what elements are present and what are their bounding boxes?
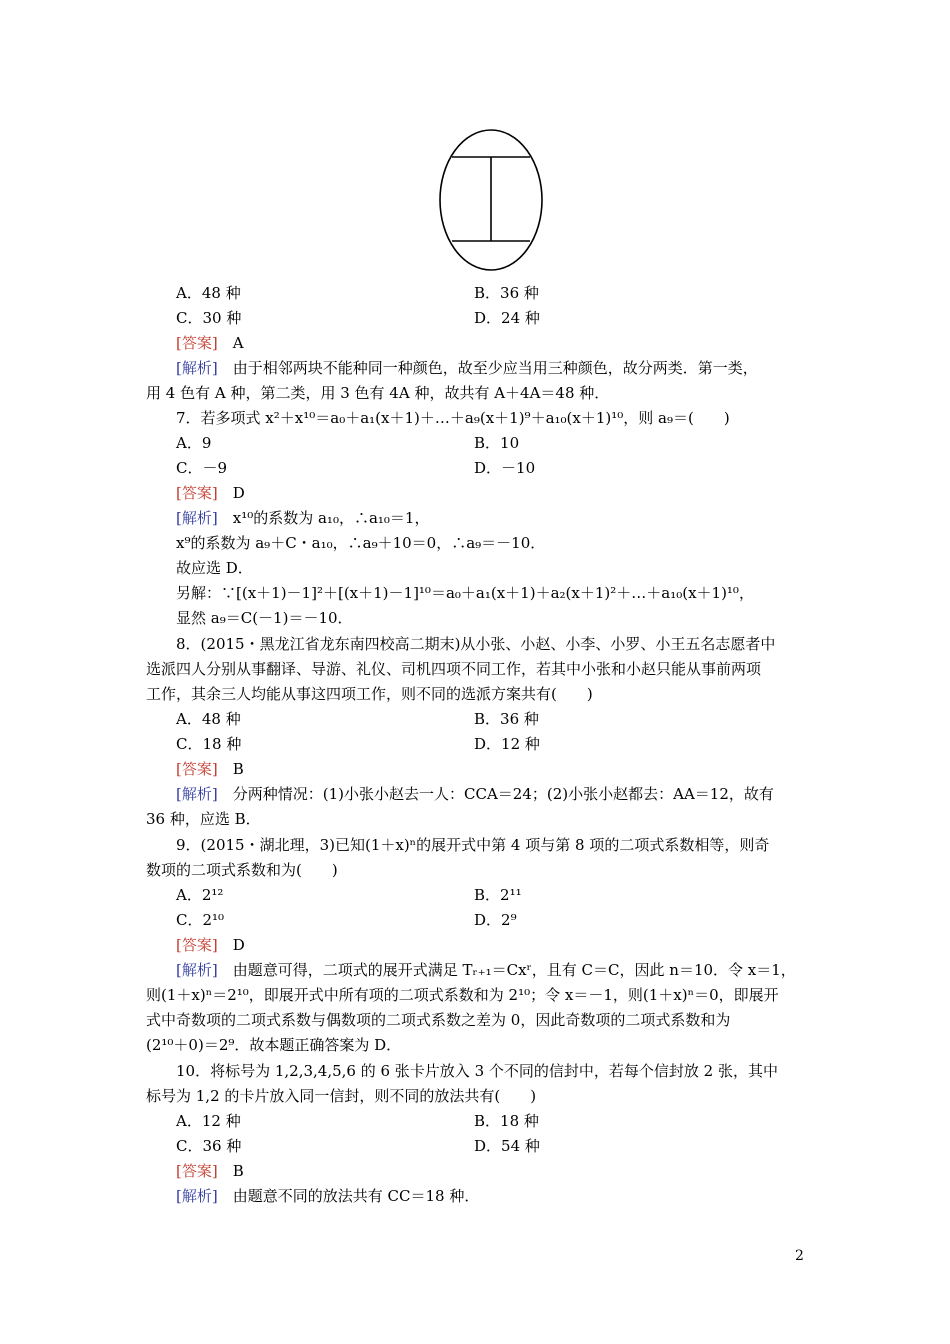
answer-value: D xyxy=(232,484,245,502)
q10-stem-1: 10．将标号为 1,2,3,4,5,6 的 6 张卡片放入 3 个不同的信封中，若每个信封放 2 张，其中 xyxy=(176,1062,778,1080)
q7-answer xyxy=(176,483,245,503)
explanation-text: 分两种情况：(1)小张小赵去一人：CCA＝24；(2)小张小赵都去：AA＝12，故有 xyxy=(232,785,774,803)
ellipse-figure xyxy=(438,128,544,273)
q6-option-b: B．36 种 xyxy=(474,284,539,302)
explanation-text: x¹⁰的系数为 a₁₀，∴a₁₀＝1， xyxy=(232,509,430,527)
q8-option-a: A．48 种 xyxy=(176,710,241,728)
explanation-tag: [解析] xyxy=(176,359,218,377)
answer-tag: [答案] xyxy=(176,334,218,352)
answer-value: B xyxy=(232,760,244,778)
q9-explanation-2: 则(1＋x)ⁿ＝2¹⁰，即展开式中所有项的二项式系数和为 2¹⁰；令 x＝－1，则(1＋x)ⁿ＝0，即展开 xyxy=(146,986,779,1004)
q8-stem-3: 工作，其余三人均能从事这四项工作，则不同的选派方案共有( ) xyxy=(146,685,593,703)
q7-explanation-2: x⁹的系数为 a₉＋C・a₁₀，∴a₉＋10＝0，∴a₉＝－10． xyxy=(176,534,546,552)
q8-stem-1: 8．(2015・黑龙江省龙东南四校高二期末)从小张、小赵、小李、小罗、小王五名志愿者中 xyxy=(176,635,776,653)
explanation-text: 由题意可得，二项式的展开式满足 Tᵣ₊₁＝Cxʳ，且有 C＝C，因此 n＝10．令 x＝1， xyxy=(232,961,796,979)
q8-explanation-1 xyxy=(176,784,774,804)
answer-tag: [答案] xyxy=(176,936,218,954)
explanation-text: 由题意不同的放法共有 CC＝18 种． xyxy=(232,1187,480,1205)
q10-option-b: B．18 种 xyxy=(474,1112,539,1130)
answer-tag: [答案] xyxy=(176,484,218,502)
q7-explanation-4: 另解：∵[(x＋1)－1]²＋[(x＋1)－1]¹⁰＝a₀＋a₁(x＋1)＋a₂(x＋1)²＋…＋a₁₀(x＋1)¹⁰， xyxy=(176,584,754,602)
q7-explanation-1 xyxy=(176,508,429,528)
q10-answer xyxy=(176,1161,244,1181)
q9-explanation-4: (2¹⁰＋0)＝2⁹．故本题正确答案为 D． xyxy=(146,1036,402,1054)
q9-option-a: A．2¹² xyxy=(176,886,224,904)
q7-explanation-3: 故应选 D． xyxy=(176,559,253,577)
q9-answer xyxy=(176,935,245,955)
q7-explanation-5: 显然 a₉＝C(－1)＝－10． xyxy=(176,609,353,627)
q9-explanation-3: 式中奇数项的二项式系数与偶数项的二项式系数之差为 0，因此奇数项的二项式系数和为 xyxy=(146,1011,731,1029)
q10-explanation-1 xyxy=(176,1186,479,1206)
q8-option-b: B．36 种 xyxy=(474,710,539,728)
q7-option-d: D．－10 xyxy=(474,459,536,477)
q10-option-a: A．12 种 xyxy=(176,1112,241,1130)
q10-option-d: D．54 种 xyxy=(474,1137,540,1155)
q8-answer xyxy=(176,759,244,779)
q6-option-a: A．48 种 xyxy=(176,284,241,302)
q6-explanation-2: 用 4 色有 A 种，第二类，用 3 色有 4A 种，故共有 A＋4A＝48 种． xyxy=(146,384,610,402)
q9-explanation-1 xyxy=(176,960,796,980)
explanation-tag: [解析] xyxy=(176,961,218,979)
q6-explanation-1 xyxy=(176,358,758,378)
q7-option-a: A．9 xyxy=(176,434,212,452)
explanation-text: 由于相邻两块不能种同一种颜色，故至少应当用三种颜色，故分两类．第一类， xyxy=(232,359,758,377)
explanation-tag: [解析] xyxy=(176,1187,218,1205)
q9-stem-2: 数项的二项式系数和为( ) xyxy=(146,861,338,879)
q7-stem: 7．若多项式 x²＋x¹⁰＝a₀＋a₁(x＋1)＋…＋a₉(x＋1)⁹＋a₁₀(x＋1)¹⁰，则 a₉＝( ) xyxy=(176,409,730,427)
q6-option-c: C．30 种 xyxy=(176,309,242,327)
q9-option-d: D．2⁹ xyxy=(474,911,517,929)
q9-option-c: C．2¹⁰ xyxy=(176,911,225,929)
q8-stem-2: 选派四人分别从事翻译、导游、礼仪、司机四项不同工作，若其中小张和小赵只能从事前两项 xyxy=(146,660,762,678)
answer-tag: [答案] xyxy=(176,1162,218,1180)
page-number: 2 xyxy=(795,1248,804,1264)
answer-value: A xyxy=(232,334,244,352)
q6-answer xyxy=(176,333,244,353)
explanation-tag: [解析] xyxy=(176,509,218,527)
q8-option-d: D．12 种 xyxy=(474,735,540,753)
q7-option-c: C．－9 xyxy=(176,459,228,477)
answer-value: B xyxy=(232,1162,244,1180)
answer-tag: [答案] xyxy=(176,760,218,778)
q9-option-b: B．2¹¹ xyxy=(474,886,522,904)
q8-option-c: C．18 种 xyxy=(176,735,242,753)
q6-option-d: D．24 种 xyxy=(474,309,540,327)
q10-option-c: C．36 种 xyxy=(176,1137,242,1155)
q9-stem-1: 9．(2015・湖北理，3)已知(1＋x)ⁿ的展开式中第 4 项与第 8 项的二项式系数相等，则奇 xyxy=(176,836,770,854)
explanation-tag: [解析] xyxy=(176,785,218,803)
q7-option-b: B．10 xyxy=(474,434,520,452)
answer-value: D xyxy=(232,936,245,954)
q8-explanation-2: 36 种，应选 B． xyxy=(146,810,261,828)
q10-stem-2: 标号为 1,2 的卡片放入同一信封，则不同的放法共有( ) xyxy=(146,1087,537,1105)
